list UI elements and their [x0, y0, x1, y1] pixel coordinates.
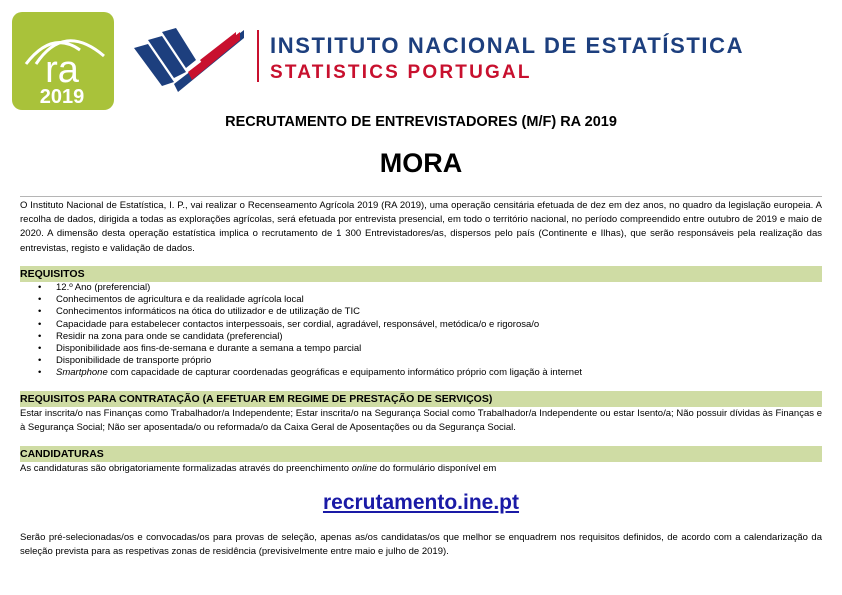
candidaturas-text: As candidaturas são obrigatoriamente formalizadas através do preenchimento [20, 463, 352, 474]
list-item [20, 282, 582, 294]
list-item-text: Disponibilidade aos fins-de-semana e durante a semana a tempo parcial [56, 343, 362, 355]
candidaturas-heading: CANDIDATURAS [20, 446, 822, 462]
list-item [20, 343, 582, 355]
bullet: • [38, 306, 42, 318]
ra-2019-logo [12, 12, 114, 110]
list-item [20, 294, 582, 306]
list-item [20, 331, 582, 343]
list-item [20, 367, 582, 379]
ine-name: INSTITUTO NACIONAL DE ESTATÍSTICA [270, 33, 745, 58]
requisitos-list [20, 282, 582, 380]
ine-logo-divider [257, 30, 259, 82]
intro-paragraph: O Instituto Nacional de Estatística, I. P., vai realizar o Recenseamento Agrícola 2019 (RA 2019), uma operação censitária efetuada de dez em dez anos, no quadro da legislação europeia. A recolha de dados, dirigida a todas as explorações agrícolas, será efetuada por entrevista presencial, em todo o território nacional, no período compreendido entre outubro de 2019 e maio de 2020. A dimensão desta operação estatística implica o recrutamento de 1 300 Entrevistadores/as, dispersos pelo país (Continente e Ilhas), que serão responsáveis pela realização das entrevistas, registo e validação de dados. [20, 200, 822, 254]
candidaturas-text-end: do formulário disponível em [377, 463, 497, 474]
list-item [20, 319, 582, 331]
list-item-text: Disponibilidade de transporte próprio [56, 355, 212, 367]
list-item-text: Residir na zona para onde se candidata (preferencial) [56, 330, 283, 342]
list-item-text: 12.º Ano (preferencial) [56, 282, 151, 293]
bullet: • [38, 318, 42, 330]
bullet: • [38, 343, 42, 355]
header-divider [20, 196, 822, 197]
bullet: • [38, 367, 42, 379]
closing-paragraph: Serão pré-selecionadas/os e convocadas/os para provas de seleção, apenas as/os candidatas/os que melhor se enquadrem nos requisitos definidos, de acordo com a calendarização da seleção prevista para as respetivas zonas de residência (previsivelmente entre maio e julho de 2019). [20, 532, 822, 558]
ine-subtitle: STATISTICS PORTUGAL [270, 62, 532, 83]
contratacao-paragraph: Estar inscrita/o nas Finanças como Trabalhador/a Independente; Estar inscrita/o na Segurança Social como Trabalhador/a Independente ou estar Isento/a; Não possuir dívidas às Finanças e à Segurança Social; Não ser aposentada/o ou reformada/o da Caixa Geral de Aposentações ou da Segurança Social. [20, 408, 822, 434]
list-item-text: Capacidade para estabelecer contactos interpessoais, ser cordial, agradável, responsável, metódica/o e rigorosa/o [56, 318, 540, 330]
requisitos-heading: REQUISITOS [20, 266, 822, 282]
list-item-text: com capacidade de capturar coordenadas geográficas e equipamento informático próprio com ligação à internet [107, 367, 582, 379]
list-item-text: Conhecimentos informáticos na ótica do utilizador e de utilização de TIC [56, 306, 360, 318]
ine-logo-icon [134, 22, 246, 96]
online-emphasis: online [351, 463, 377, 474]
list-item-text: Conhecimentos de agricultura e da realidade agrícola local [56, 294, 304, 306]
smartphone-emphasis: Smartphone [56, 367, 108, 379]
contratacao-heading: REQUISITOS PARA CONTRATAÇÃO (A EFETUAR EM REGIME DE PRESTAÇÃO DE SERVIÇOS) [20, 391, 822, 407]
list-item [20, 355, 582, 367]
ra-logo-text: ra [45, 49, 79, 91]
page-title: RECRUTAMENTO DE ENTREVISTADORES (M/F) RA 2019 [225, 114, 617, 130]
bullet: • [38, 282, 42, 293]
recruitment-link[interactable]: recrutamento.ine.pt [322, 491, 520, 514]
bullet: • [38, 294, 42, 306]
bullet: • [38, 355, 42, 367]
list-item [20, 306, 582, 318]
candidaturas-paragraph [20, 462, 822, 476]
ra-logo-graphic [12, 12, 114, 110]
location-title: MORA [379, 148, 463, 178]
bullet: • [38, 330, 42, 342]
ra-logo-year: 2019 [39, 86, 85, 108]
